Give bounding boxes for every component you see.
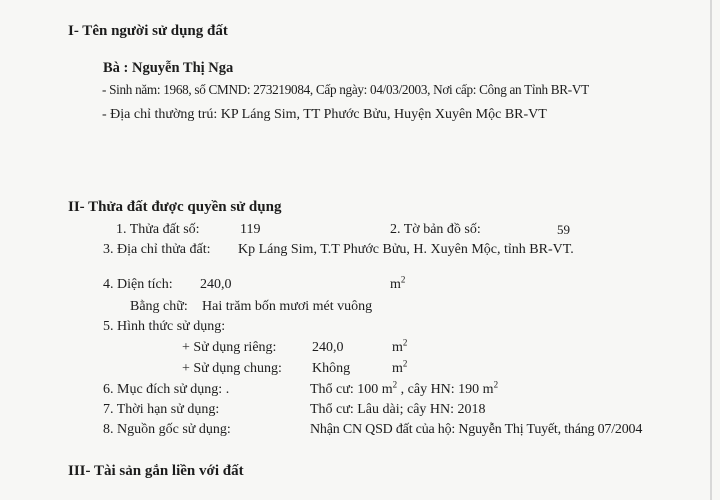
- shared-label: + Sử dụng chung:: [182, 361, 282, 376]
- address-label: 3. Địa chỉ thửa đất:: [103, 242, 211, 257]
- area-value: 240,0: [200, 277, 232, 292]
- private-unit: [392, 339, 407, 357]
- purpose-perennial: , cây HN: 190 m: [400, 382, 494, 397]
- term-label: 7. Thời hạn sử dụng:: [103, 402, 220, 417]
- map-label: 2. Tờ bản đồ số:: [390, 222, 481, 237]
- shared-value: Không: [312, 361, 351, 376]
- unit-exp: 2: [402, 337, 408, 348]
- purpose-value: [310, 381, 498, 399]
- parcel-label: 1. Thửa đất số:: [116, 222, 200, 237]
- private-value: 240,0: [312, 340, 344, 355]
- purpose-label: 6. Mục đích sử dụng: .: [103, 382, 230, 397]
- address-value: Kp Láng Sim, T.T Phước Bửu, H. Xuyên Mộc, tỉnh BR-VT.: [238, 242, 574, 257]
- residence-line: - Địa chỉ thường trú: KP Láng Sim, TT Phước Bửu, Huyện Xuyên Mộc BR-VT: [102, 107, 547, 122]
- area-unit: [390, 276, 405, 294]
- owner-name: Bà : Nguyễn Thị Nga: [103, 60, 234, 76]
- map-value: 59: [557, 222, 570, 237]
- section1-heading: I- Tên người sử dụng đất: [68, 23, 228, 39]
- unit: m: [392, 361, 403, 376]
- purpose-residential: Thổ cư: 100 m: [310, 382, 393, 397]
- section2-heading: II- Thửa đất được quyền sử dụng: [68, 199, 282, 215]
- unit-exp: 2: [392, 379, 398, 390]
- words-value: Hai trăm bốn mươi mét vuông: [202, 299, 373, 314]
- origin-value: Nhận CN QSD đất của hộ: Nguyễn Thị Tuyết, tháng 07/2004: [310, 422, 643, 437]
- shared-unit: [392, 360, 407, 378]
- words-label: Bằng chữ:: [130, 299, 188, 314]
- unit-exp: 2: [400, 274, 406, 285]
- unit-exp: 2: [402, 358, 408, 369]
- form-label: 5. Hình thức sử dụng:: [103, 319, 226, 334]
- unit: m: [392, 340, 403, 355]
- private-label: + Sử dụng riêng:: [182, 340, 277, 355]
- unit-exp: 2: [493, 379, 499, 390]
- area-label: 4. Diện tích:: [103, 277, 173, 292]
- term-value: Thổ cư: Lâu dài; cây HN: 2018: [310, 402, 486, 417]
- parcel-value: 119: [240, 222, 261, 237]
- unit: m: [390, 277, 401, 292]
- scan-edge: [710, 0, 712, 500]
- section3-heading: III- Tài sản gắn liền với đất: [68, 463, 244, 479]
- origin-label: 8. Nguồn gốc sử dụng:: [103, 422, 231, 437]
- birth-id-line: - Sinh năm: 1968, số CMND: 273219084, Cấp ngày: 04/03/2003, Nơi cấp: Công an Tỉnh BR-VT: [102, 82, 589, 97]
